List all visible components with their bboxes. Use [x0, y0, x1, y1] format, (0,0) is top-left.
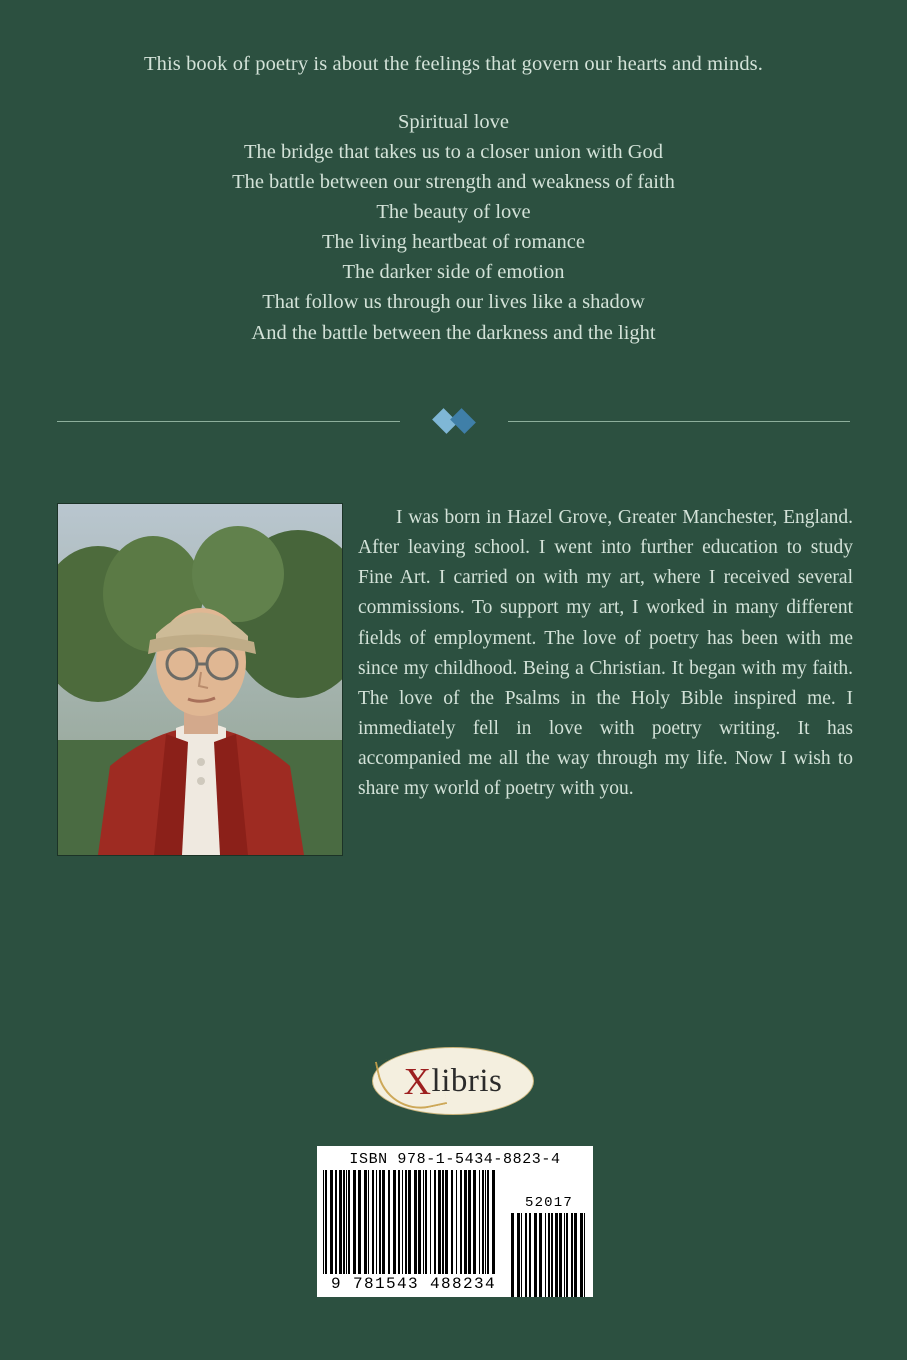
barcode-bar: [353, 1170, 356, 1274]
barcode-bar: [545, 1213, 546, 1297]
barcode-bar: [584, 1213, 585, 1297]
barcode-bar: [564, 1213, 565, 1297]
barcode-bar: [434, 1170, 436, 1274]
barcode-bar: [346, 1170, 347, 1274]
barcode-bar: [479, 1170, 480, 1274]
barcode-bar: [464, 1170, 467, 1274]
barcode-bar: [425, 1170, 427, 1274]
barcode-bar: [473, 1170, 476, 1274]
barcode-bar: [534, 1213, 537, 1297]
publisher-logo: [372, 1047, 534, 1115]
diamond-shape: [450, 408, 476, 434]
barcode-bar: [364, 1170, 367, 1274]
barcode-main-bars: [323, 1170, 499, 1274]
barcode-bar: [487, 1170, 489, 1274]
blurb-lead-text: This book of poetry is about the feelings that govern our hearts and minds.: [144, 53, 763, 75]
barcode-bar: [418, 1170, 421, 1274]
author-photo: [57, 503, 343, 856]
barcode-bars-row: [317, 1170, 593, 1297]
book-blurb: [60, 50, 847, 348]
author-bio-paragraph: I was born in Hazel Grove, Greater Manchester, England. After leaving school. I went into further education to study Fine Art. I carried on with my art, where I received several commissions. To support my art, I worked in many different fields of employment. The love of poetry has been with me since my childhood. Being a Christian. It began with my faith. The love of the Psalms in the Holy Bible inspired me. I immediately fell in love with poetry writing. It has accompanied me all the way through my life. Now I wish to share my world of poetry with you.: [358, 507, 853, 800]
barcode-bar: [388, 1170, 390, 1274]
barcode-bar: [580, 1213, 583, 1297]
barcode-bar: [525, 1213, 527, 1297]
author-bio-text: [358, 503, 853, 804]
blurb-line: The bridge that takes us to a closer union with God: [243, 140, 664, 163]
ean-digits: 9 781543 488234: [331, 1275, 497, 1293]
blurb-line: The battle between our strength and weakness of faith: [232, 170, 675, 193]
blurb-line: The darker side of emotion: [342, 261, 565, 284]
barcode-bar: [468, 1170, 471, 1274]
blurb-line: Spiritual love: [397, 110, 510, 133]
barcode-bar: [492, 1170, 495, 1274]
barcode-bar: [451, 1170, 453, 1274]
barcode-bar: [438, 1170, 441, 1274]
barcode-bar: [382, 1170, 385, 1274]
barcode-bar: [559, 1213, 562, 1297]
barcode-bar: [325, 1170, 327, 1274]
barcode-bar: [348, 1170, 350, 1274]
blurb-line: The beauty of love: [376, 201, 531, 224]
divider-rule-left: [57, 421, 400, 422]
barcode-bar: [445, 1170, 448, 1274]
publisher-name: [372, 1047, 534, 1115]
author-portrait-image: [58, 504, 342, 855]
barcode-bar: [330, 1170, 333, 1274]
barcode-bar: [482, 1170, 484, 1274]
divider-rule-right: [508, 421, 851, 422]
blurb-theme-list: [60, 107, 847, 348]
barcode-bar: [398, 1170, 400, 1274]
barcode-bar: [551, 1213, 553, 1297]
logo-initial: X: [403, 1061, 432, 1103]
barcode-bar: [393, 1170, 396, 1274]
barcode-bar: [343, 1170, 345, 1274]
barcode-bar: [339, 1170, 342, 1274]
blurb-line: And the battle between the darkness and the light: [251, 321, 656, 344]
logo-rest: libris: [431, 1062, 503, 1099]
barcode-bar: [539, 1213, 542, 1297]
barcode-bar: [379, 1170, 381, 1274]
barcode-bar: [376, 1170, 377, 1274]
barcode-addon-bars: [511, 1213, 587, 1297]
blurb-line: The living heartbeat of romance: [322, 231, 585, 254]
barcode-bar: [414, 1170, 417, 1274]
barcode-bar: [548, 1213, 550, 1297]
barcode-bar: [521, 1213, 522, 1297]
barcode-addon-group: [511, 1195, 587, 1297]
diamond-ornament-icon: [436, 408, 472, 434]
isbn-text: [317, 1146, 593, 1170]
barcode-block: [317, 1146, 593, 1297]
barcode-bar: [566, 1213, 568, 1297]
barcode-bar: [571, 1213, 573, 1297]
barcode-bar: [517, 1213, 520, 1297]
barcode-bar: [529, 1213, 531, 1297]
barcode-bar: [368, 1170, 369, 1274]
barcode-bar: [408, 1170, 411, 1274]
barcode-bar: [402, 1170, 403, 1274]
isbn-label: ISBN: [349, 1151, 388, 1168]
barcode-main-group: [323, 1170, 499, 1297]
barcode-bar: [335, 1170, 337, 1274]
barcode-bar: [574, 1213, 577, 1297]
barcode-bar: [423, 1170, 424, 1274]
barcode-bar: [358, 1170, 361, 1274]
price-code-text: 52017: [524, 1195, 573, 1211]
section-divider: [57, 404, 850, 438]
blurb-line: That follow us through our lives like a shadow: [262, 291, 645, 314]
barcode-bar: [511, 1213, 514, 1297]
barcode-bar: [442, 1170, 444, 1274]
barcode-bar: [405, 1170, 407, 1274]
isbn-number: 978-1-5434-8823-4: [397, 1151, 561, 1168]
barcode-bar: [456, 1170, 457, 1274]
barcode-bar: [323, 1170, 324, 1274]
barcode-bar: [372, 1170, 374, 1274]
barcode-bar: [485, 1170, 486, 1274]
barcode-bar: [555, 1213, 558, 1297]
barcode-bar: [460, 1170, 462, 1274]
barcode-bar: [430, 1170, 431, 1274]
